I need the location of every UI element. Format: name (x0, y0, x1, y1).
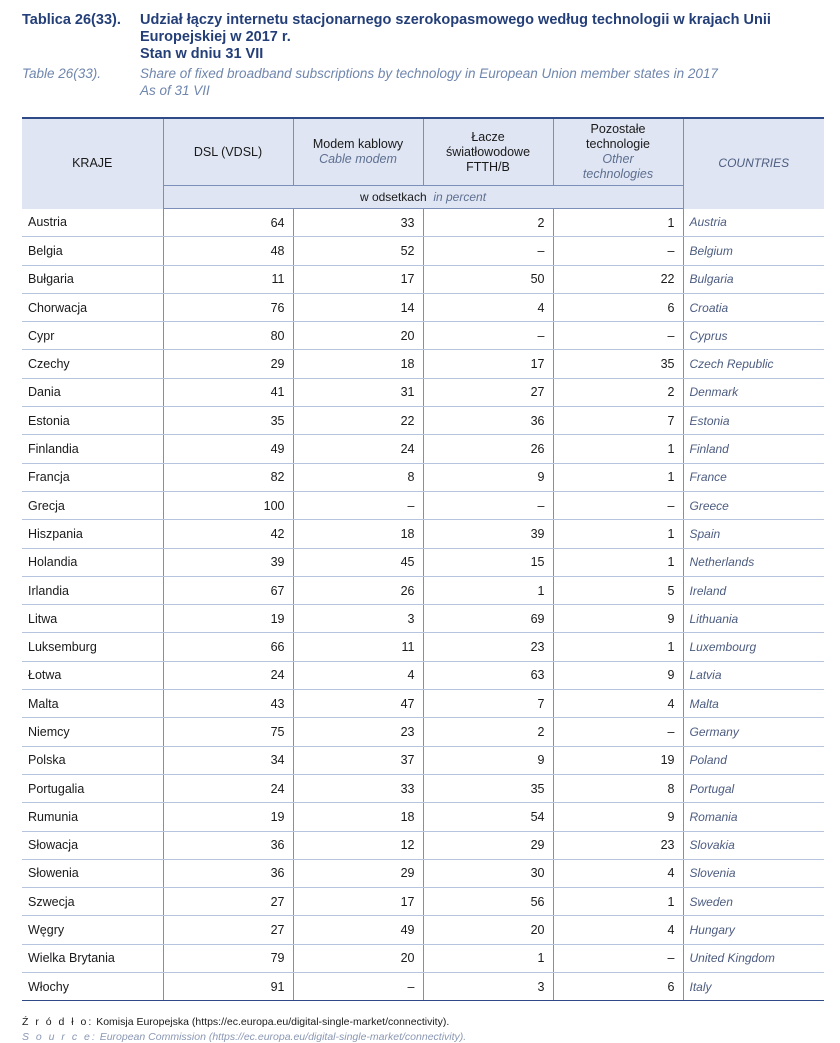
other-value: 1 (553, 209, 683, 237)
other-value: 1 (553, 888, 683, 916)
dsl-value: 82 (163, 463, 293, 491)
country-name-en: Denmark (683, 378, 824, 406)
polish-title-block (22, 12, 822, 63)
dsl-value: 24 (163, 661, 293, 689)
fiber-value: 1 (423, 944, 553, 972)
country-name-pl: Luksemburg (22, 633, 163, 661)
other-value: 4 (553, 690, 683, 718)
country-name-pl: Bułgaria (22, 265, 163, 293)
country-name-pl: Francja (22, 463, 163, 491)
fiber-value: 63 (423, 661, 553, 689)
column-header-row (22, 118, 824, 186)
country-name-pl: Holandia (22, 548, 163, 576)
cable-value: 31 (293, 378, 423, 406)
fiber-value: 15 (423, 548, 553, 576)
country-name-en: Italy (683, 973, 824, 1001)
country-name-pl: Polska (22, 746, 163, 774)
table-row (22, 605, 824, 633)
fiber-value: 3 (423, 973, 553, 1001)
fiber-value: 7 (423, 690, 553, 718)
country-name-en: Cyprus (683, 322, 824, 350)
country-name-en: Ireland (683, 576, 824, 604)
other-value: 5 (553, 576, 683, 604)
country-name-pl: Hiszpania (22, 520, 163, 548)
country-name-en: Bulgaria (683, 265, 824, 293)
country-name-pl: Austria (22, 209, 163, 237)
cable-value: 11 (293, 633, 423, 661)
country-name-en: Latvia (683, 661, 824, 689)
table-row (22, 463, 824, 491)
other-value: 23 (553, 831, 683, 859)
table-row (22, 803, 824, 831)
dsl-value: 11 (163, 265, 293, 293)
cable-value: 22 (293, 407, 423, 435)
cable-value: 18 (293, 520, 423, 548)
table-row (22, 237, 824, 265)
table-row (22, 944, 824, 972)
other-value: 9 (553, 661, 683, 689)
other-value: 35 (553, 350, 683, 378)
fiber-value: 54 (423, 803, 553, 831)
cable-value: 20 (293, 322, 423, 350)
source-note-english: S o u r c e: European Commission (https://ec.europa.eu/digital-single-market/connectivity). (22, 1031, 467, 1043)
other-value: 1 (553, 435, 683, 463)
cable-value: 12 (293, 831, 423, 859)
other-value: 4 (553, 859, 683, 887)
table-row (22, 718, 824, 746)
country-name-en: Germany (683, 718, 824, 746)
fiber-value: 9 (423, 463, 553, 491)
cable-value: 18 (293, 803, 423, 831)
other-value: 2 (553, 378, 683, 406)
fiber-value: 29 (423, 831, 553, 859)
other-value: 1 (553, 633, 683, 661)
table-row (22, 888, 824, 916)
english-table-number: Table 26(33). (22, 66, 102, 81)
country-name-en: Czech Republic (683, 350, 824, 378)
country-name-pl: Czechy (22, 350, 163, 378)
polish-title-line-2: Europejskiej w 2017 r. (140, 29, 291, 45)
cable-value: 47 (293, 690, 423, 718)
dsl-value: 19 (163, 605, 293, 633)
dsl-value: 27 (163, 916, 293, 944)
cable-value: 52 (293, 237, 423, 265)
fiber-value: 35 (423, 774, 553, 802)
dsl-value: 35 (163, 407, 293, 435)
country-name-pl: Szwecja (22, 888, 163, 916)
fiber-value: 26 (423, 435, 553, 463)
country-name-pl: Słowenia (22, 859, 163, 887)
table-row (22, 661, 824, 689)
country-name-en: Romania (683, 803, 824, 831)
country-name-pl: Portugalia (22, 774, 163, 802)
cable-value: 4 (293, 661, 423, 689)
other-value: 4 (553, 916, 683, 944)
cable-value: 18 (293, 350, 423, 378)
cable-value: 20 (293, 944, 423, 972)
broadband-table (22, 117, 824, 1001)
other-value: 6 (553, 973, 683, 1001)
cable-value: 45 (293, 548, 423, 576)
fiber-value: 56 (423, 888, 553, 916)
cable-value: 17 (293, 888, 423, 916)
country-name-en: Hungary (683, 916, 824, 944)
fiber-value: 2 (423, 209, 553, 237)
country-name-pl: Łotwa (22, 661, 163, 689)
fiber-value: 50 (423, 265, 553, 293)
english-title-block (22, 65, 822, 99)
table-row (22, 407, 824, 435)
fiber-value: 23 (423, 633, 553, 661)
polish-table-number: Tablica 26(33). (22, 12, 121, 28)
country-name-en: Sweden (683, 888, 824, 916)
fiber-value: 17 (423, 350, 553, 378)
dsl-value: 39 (163, 548, 293, 576)
table-row (22, 973, 824, 1001)
polish-title-line-1: Udział łączy internetu stacjonarnego szerokopasmowego według technologii w krajach Unii (140, 12, 771, 28)
country-name-en: Slovenia (683, 859, 824, 887)
other-value: 1 (553, 463, 683, 491)
table-row (22, 774, 824, 802)
table-row (22, 916, 824, 944)
fiber-value: – (423, 322, 553, 350)
cable-value: 29 (293, 859, 423, 887)
fiber-value: – (423, 491, 553, 519)
country-name-en: Finland (683, 435, 824, 463)
fiber-value: 27 (423, 378, 553, 406)
cable-value: 33 (293, 209, 423, 237)
col-header-kraje: KRAJE (22, 118, 163, 209)
table-row (22, 435, 824, 463)
table-row (22, 746, 824, 774)
cable-value: 14 (293, 293, 423, 321)
col-header-cable: Modem kablowy Cable modem (293, 118, 423, 186)
country-name-pl: Dania (22, 378, 163, 406)
other-value: – (553, 944, 683, 972)
dsl-value: 48 (163, 237, 293, 265)
source-note-polish: Ź r ó d ł o: Komisja Europejska (https://ec.europa.eu/digital-single-market/connectivity). (22, 1016, 450, 1028)
col-header-other: Pozostałe technologie Other technologies (553, 118, 683, 186)
table-body (22, 209, 824, 1001)
fiber-value: 30 (423, 859, 553, 887)
country-name-pl: Włochy (22, 973, 163, 1001)
country-name-en: Spain (683, 520, 824, 548)
polish-date-note: Stan w dniu 31 VII (140, 46, 264, 62)
country-name-pl: Litwa (22, 605, 163, 633)
table-row (22, 690, 824, 718)
country-name-en: Luxembourg (683, 633, 824, 661)
fiber-value: 36 (423, 407, 553, 435)
country-name-pl: Estonia (22, 407, 163, 435)
country-name-en: Estonia (683, 407, 824, 435)
col-header-countries: COUNTRIES (683, 118, 824, 209)
other-value: 22 (553, 265, 683, 293)
country-name-pl: Cypr (22, 322, 163, 350)
cable-value: 49 (293, 916, 423, 944)
other-value: – (553, 322, 683, 350)
dsl-value: 91 (163, 973, 293, 1001)
dsl-value: 36 (163, 859, 293, 887)
cable-value: 37 (293, 746, 423, 774)
table-row (22, 859, 824, 887)
other-value: 9 (553, 803, 683, 831)
dsl-value: 79 (163, 944, 293, 972)
cable-value: 26 (293, 576, 423, 604)
other-value: – (553, 718, 683, 746)
table-row (22, 322, 824, 350)
col-header-fiber: Łacze światłowodowe FTTH/B (423, 118, 553, 186)
fiber-value: 20 (423, 916, 553, 944)
table-row (22, 209, 824, 237)
country-name-en: France (683, 463, 824, 491)
country-name-pl: Słowacja (22, 831, 163, 859)
dsl-value: 67 (163, 576, 293, 604)
table-row (22, 293, 824, 321)
fiber-value: 9 (423, 746, 553, 774)
dsl-value: 64 (163, 209, 293, 237)
unit-label: w odsetkach in percent (163, 186, 683, 209)
dsl-value: 100 (163, 491, 293, 519)
country-name-en: Slovakia (683, 831, 824, 859)
fiber-value: 39 (423, 520, 553, 548)
cable-value: – (293, 491, 423, 519)
country-name-en: Greece (683, 491, 824, 519)
dsl-value: 43 (163, 690, 293, 718)
country-name-pl: Irlandia (22, 576, 163, 604)
country-name-pl: Grecja (22, 491, 163, 519)
english-title-line-1: Share of fixed broadband subscriptions by technology in European Union member states in 2017 (140, 66, 718, 81)
country-name-pl: Finlandia (22, 435, 163, 463)
country-name-en: Poland (683, 746, 824, 774)
fiber-value: 2 (423, 718, 553, 746)
dsl-value: 66 (163, 633, 293, 661)
other-value: – (553, 491, 683, 519)
table-row (22, 491, 824, 519)
dsl-value: 19 (163, 803, 293, 831)
table-row (22, 378, 824, 406)
dsl-value: 80 (163, 322, 293, 350)
dsl-value: 36 (163, 831, 293, 859)
fiber-value: 1 (423, 576, 553, 604)
dsl-value: 75 (163, 718, 293, 746)
col-header-dsl: DSL (VDSL) (163, 118, 293, 186)
table-row (22, 350, 824, 378)
table-row (22, 633, 824, 661)
country-name-pl: Węgry (22, 916, 163, 944)
country-name-en: Belgium (683, 237, 824, 265)
dsl-value: 29 (163, 350, 293, 378)
other-value: 7 (553, 407, 683, 435)
country-name-en: Netherlands (683, 548, 824, 576)
country-name-en: Malta (683, 690, 824, 718)
country-name-pl: Malta (22, 690, 163, 718)
other-value: – (553, 237, 683, 265)
dsl-value: 27 (163, 888, 293, 916)
cable-value: 23 (293, 718, 423, 746)
fiber-value: 69 (423, 605, 553, 633)
other-value: 19 (553, 746, 683, 774)
table-row (22, 548, 824, 576)
fiber-value: – (423, 237, 553, 265)
cable-value: 8 (293, 463, 423, 491)
cable-value: 24 (293, 435, 423, 463)
dsl-value: 24 (163, 774, 293, 802)
cable-value: 17 (293, 265, 423, 293)
country-name-en: United Kingdom (683, 944, 824, 972)
dsl-value: 49 (163, 435, 293, 463)
other-value: 6 (553, 293, 683, 321)
country-name-en: Austria (683, 209, 824, 237)
dsl-value: 76 (163, 293, 293, 321)
country-name-pl: Rumunia (22, 803, 163, 831)
other-value: 8 (553, 774, 683, 802)
other-value: 1 (553, 520, 683, 548)
other-value: 9 (553, 605, 683, 633)
dsl-value: 41 (163, 378, 293, 406)
cable-value: – (293, 973, 423, 1001)
cable-value: 3 (293, 605, 423, 633)
country-name-pl: Niemcy (22, 718, 163, 746)
dsl-value: 34 (163, 746, 293, 774)
table-header (22, 12, 822, 99)
table-row (22, 265, 824, 293)
country-name-pl: Belgia (22, 237, 163, 265)
cable-value: 33 (293, 774, 423, 802)
table-row (22, 520, 824, 548)
dsl-value: 42 (163, 520, 293, 548)
table-row (22, 831, 824, 859)
country-name-en: Croatia (683, 293, 824, 321)
english-date-note: As of 31 VII (140, 83, 210, 98)
country-name-en: Lithuania (683, 605, 824, 633)
fiber-value: 4 (423, 293, 553, 321)
country-name-pl: Wielka Brytania (22, 944, 163, 972)
table-row (22, 576, 824, 604)
other-value: 1 (553, 548, 683, 576)
country-name-pl: Chorwacja (22, 293, 163, 321)
country-name-en: Portugal (683, 774, 824, 802)
